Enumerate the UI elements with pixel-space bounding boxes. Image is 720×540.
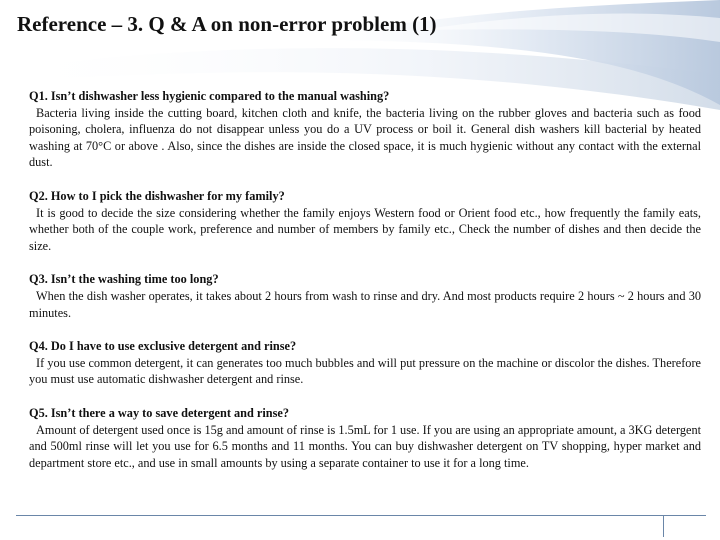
qa-item [29, 338, 701, 388]
answer: When the dish washer operates, it takes about 2 hours from wash to rinse and dry. And most products require 2 hours ~ 2 hours and 30 minutes. [29, 288, 701, 320]
footer-divider [16, 515, 706, 516]
question: Q2. How to I pick the dishwasher for my family? [29, 188, 285, 203]
qa-item [29, 271, 701, 321]
footer-tick-mark [663, 515, 664, 537]
question: Q4. Do I have to use exclusive detergent and rinse? [29, 339, 297, 354]
answer: Bacteria living inside the cutting board, kitchen cloth and knife, the bacteria living on the rubber gloves and bacteria such as food poisoning, cholera, influenza do not disappear unless you do a UV process or boil it. General dish washers kill bacterial by heated washing at 70°C or above . Also, since the dishes are inside the closed space, it is much hygienic without any contact with the external dust. [29, 105, 701, 170]
question: Q5. Isn’t there a way to save detergent and rinse? [29, 405, 290, 420]
qa-item [29, 405, 701, 471]
qa-item [29, 88, 701, 171]
question: Q3. Isn’t the washing time too long? [29, 272, 219, 287]
answer: It is good to decide the size considering whether the family enjoys Western food or Orient food etc., how frequently the family eats, whether both of the couple work, preference and number of members by family etc., Check the number of dishes and then decide the size. [29, 205, 701, 253]
qa-item [29, 188, 701, 254]
answer: If you use common detergent, it can generates too much bubbles and will put pressure on the machine or discolor the dishes. Therefore you must use automatic dishwasher detergent and rinse. [29, 355, 701, 387]
page-title: Reference – 3. Q & A on non-error problem (1) [17, 12, 437, 36]
answer: Amount of detergent used once is 15g and amount of rinse is 1.5mL for 1 use. If you are using an appropriate amount, a 3KG detergent and 500ml rinse will let you use for 6.5 months and 11 months. You can buy dishwasher detergent on TV shopping, hyper market and department store etc., and use in small amounts by using a separate container to use it for a long time. [29, 422, 702, 470]
qa-list [29, 88, 701, 488]
question: Q1. Isn’t dishwasher less hygienic compared to the manual washing? [29, 89, 390, 103]
